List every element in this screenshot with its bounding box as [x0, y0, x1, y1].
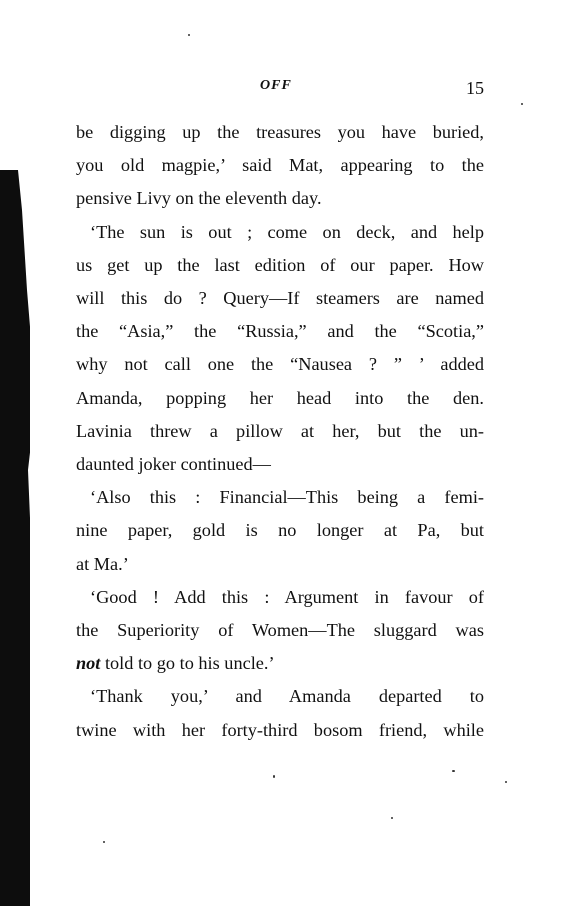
running-head	[76, 78, 484, 100]
text-line: nine paper, gold is no longer at Pa, but	[76, 520, 484, 541]
text-line: why not call one the “Nausea ? ” ’ added	[76, 354, 484, 375]
text-line: daunted joker continued—	[76, 454, 271, 475]
page-number: 15	[466, 78, 484, 98]
scan-speck	[391, 817, 393, 819]
text-line: you old magpie,’ said Mat, appearing to the	[76, 155, 484, 176]
paragraph-1	[76, 116, 484, 216]
text-fragment: told to go to his uncle.’	[100, 653, 275, 674]
binding-shadow	[0, 170, 30, 906]
text-line: twine with her forty-third bosom friend, while	[76, 719, 484, 740]
text-line: pensive Livy on the eleventh day.	[76, 188, 322, 209]
text-line: will this do ? Query—If steamers are named	[76, 288, 484, 309]
scan-speck	[521, 103, 523, 105]
text-line: the Superiority of Women—The sluggard was	[76, 620, 484, 641]
italic-word: not	[76, 653, 101, 674]
text-line: Lavinia threw a pillow at her, but the un-	[76, 420, 484, 441]
text-line: ‘Thank you,’ and Amanda departed to	[90, 686, 484, 707]
text-line: ‘Good ! Add this : Argument in favour of	[90, 586, 484, 607]
scan-speck	[273, 775, 275, 778]
text-line: at Ma.’	[76, 553, 129, 574]
text-line: us get up the last edition of our paper. How	[76, 254, 484, 275]
scan-speck	[188, 34, 190, 36]
text-line	[76, 647, 484, 680]
text-line: the “Asia,” the “Russia,” and the “Scotia,”	[76, 321, 484, 342]
text-line: ‘Also this : Financial—This being a femi-	[90, 487, 484, 508]
scan-speck	[505, 781, 507, 783]
scan-speck	[452, 770, 455, 772]
paragraph-3	[76, 481, 484, 581]
paragraph-5	[76, 680, 484, 746]
text-line: Amanda, popping her head into the den.	[76, 387, 484, 408]
paragraph-2	[76, 216, 484, 482]
paragraph-4	[76, 581, 484, 681]
text-line: be digging up the treasures you have buried,	[76, 122, 484, 142]
body-text	[76, 116, 484, 747]
scan-speck	[103, 841, 105, 843]
running-title: OFF	[260, 78, 292, 93]
text-line: ‘The sun is out ; come on deck, and help	[90, 221, 484, 242]
